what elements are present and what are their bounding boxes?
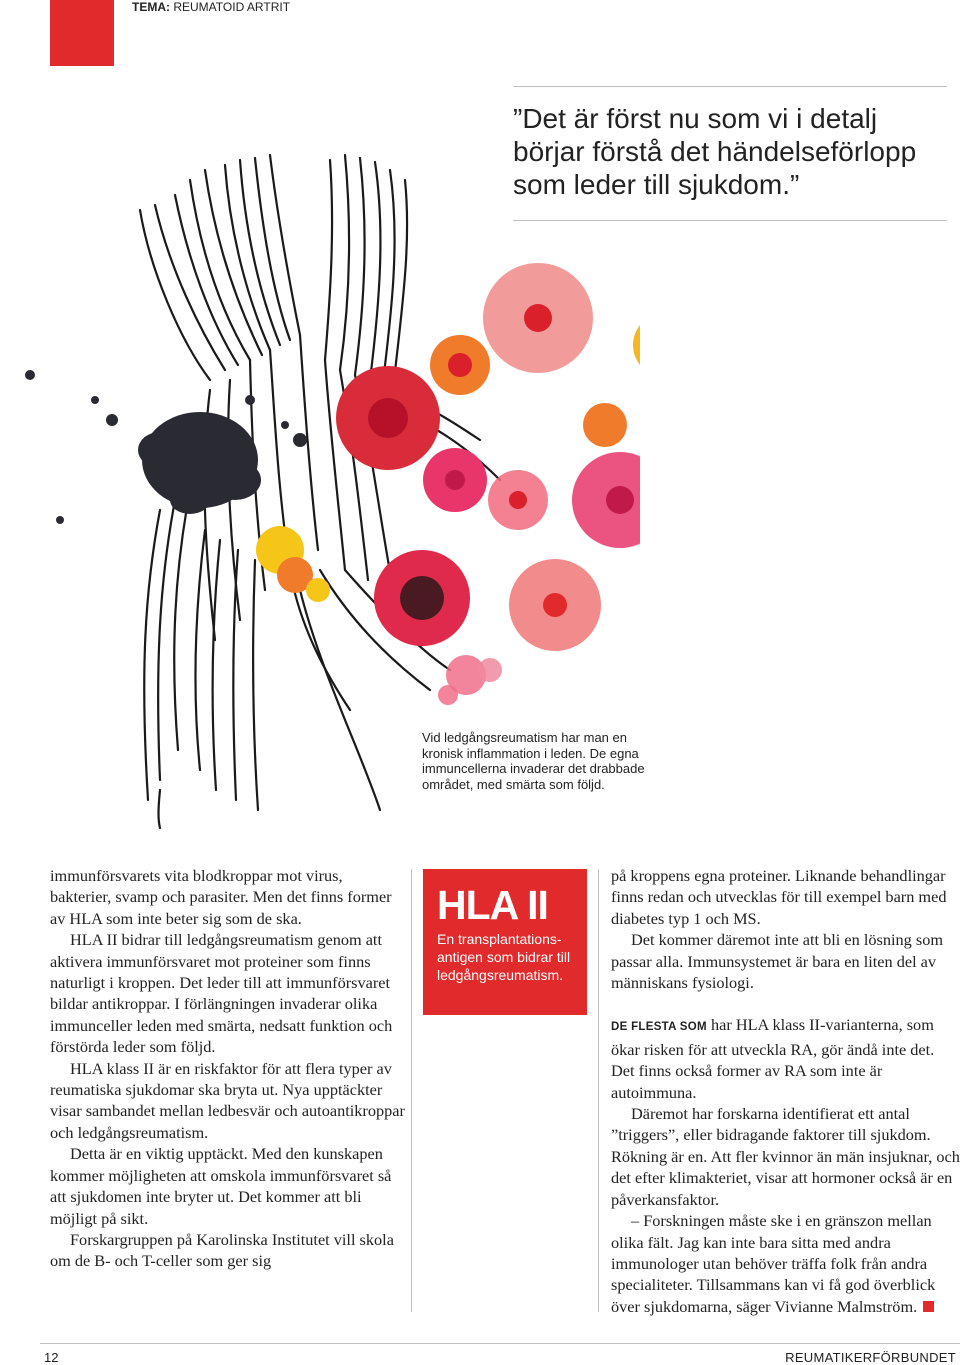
paragraph: Däremot har forskarna identifierat ett antal ”triggers”, eller bidragande faktorer till sjukdom. Rökning är en. Att fler kvinnor än män insjuknar, och det efter klimakteriet, visar att hormoner också är en påverkansfaktor.	[611, 1104, 960, 1209]
paragraph-text: – Forskningen måste ske i en gränszon mellan olika fält. Jag kan inte bara sitta med andra immunologer utan behöver träffa folk från andra specialiteter. Tillsammans kan vi få god överblick över sjukdomarna, säger Vivianne Malmström.	[611, 1211, 936, 1316]
paragraph: Detta är en viktig upptäckt. Med den kunskapen kommer möjligheten att omskola immunförsvaret så att sjukdomen inte bryter ut. Det kommer att bli möjligt på sikt.	[50, 1144, 392, 1228]
paragraph: Det kommer däremot inte att bli en lösning som passar alla. Immunsystemet är bara en liten del av människans fysiologi.	[611, 930, 943, 993]
publication-name: REUMATIKERFÖRBUNDET	[785, 1350, 956, 1365]
section-label	[132, 0, 290, 14]
pull-quote: ”Det är först nu som vi i detalj börjar förstå det händelseförlopp som leder till sjukdom.”	[513, 103, 917, 200]
fact-box-title: HLA II	[437, 882, 548, 928]
paragraph: HLA klass II är en riskfaktor för att flera typer av reumatiska sjukdomar ska bryta ut. Nya upptäckter visar sambandet mellan ledbesvär och autoantikroppar och ledgångsreumatism.	[50, 1058, 405, 1142]
paragraph-with-lead	[611, 1014, 960, 1103]
section-color-block	[50, 0, 114, 66]
paragraph: Forskargruppen på Karolinska Institutet vill skola om de B- och T-celler som ger sig	[50, 1229, 394, 1271]
quote-rule-top	[513, 86, 947, 87]
paragraph: immunförsvarets vita blodkroppar mot virus, bakterier, svamp och parasiter. Men det finns former av HLA som inte beter sig som de ska.	[50, 866, 392, 928]
column-divider-left	[411, 869, 412, 1312]
paragraph: på kroppens egna proteiner. Liknande behandlingar finns redan och utvecklas för till exempel barn med diabetes typ 1 och MS.	[611, 866, 947, 928]
page-number: 12	[44, 1350, 59, 1365]
section-topic: REUMATOID ARTRIT	[173, 0, 291, 14]
paragraph: HLA II bidrar till ledgångsreumatism genom att aktivera immunförsvaret mot proteiner som finns naturligt i kroppen. Det leder till att immunförsvaret bildar antikroppar. I förlängningen invaderar olika immunceller leden med smärta, nedsatt funktion och förstörda leder som följd.	[50, 930, 393, 1057]
section-label-prefix: TEMA:	[132, 0, 170, 14]
body-column-left	[50, 865, 405, 1272]
paragraph-text: har HLA klass II-varianterna, som ökar risken för att utveckla RA, gör ändå inte det. Det finns också former av RA som inte är autoimmuna.	[611, 1015, 935, 1102]
column-divider-right	[598, 869, 599, 1312]
paragraph-closing	[611, 1210, 960, 1317]
body-column-right	[611, 865, 960, 1317]
end-mark-icon	[923, 1301, 934, 1312]
footer-rule	[40, 1343, 960, 1344]
joint-inflammation-illustration-icon	[0, 150, 640, 830]
paragraph-lead: DE FLESTA SOM	[611, 1021, 707, 1034]
fact-box	[423, 869, 587, 1015]
fact-box-description: En transplantationsantigen som bidrar till ledgångsreumatism.	[437, 931, 571, 983]
image-caption: Vid ledgångsreumatism har man en kronisk inflammation i leden. De egna immuncellerna invaderar det drabbade området, med smärta som följd.	[422, 730, 645, 792]
